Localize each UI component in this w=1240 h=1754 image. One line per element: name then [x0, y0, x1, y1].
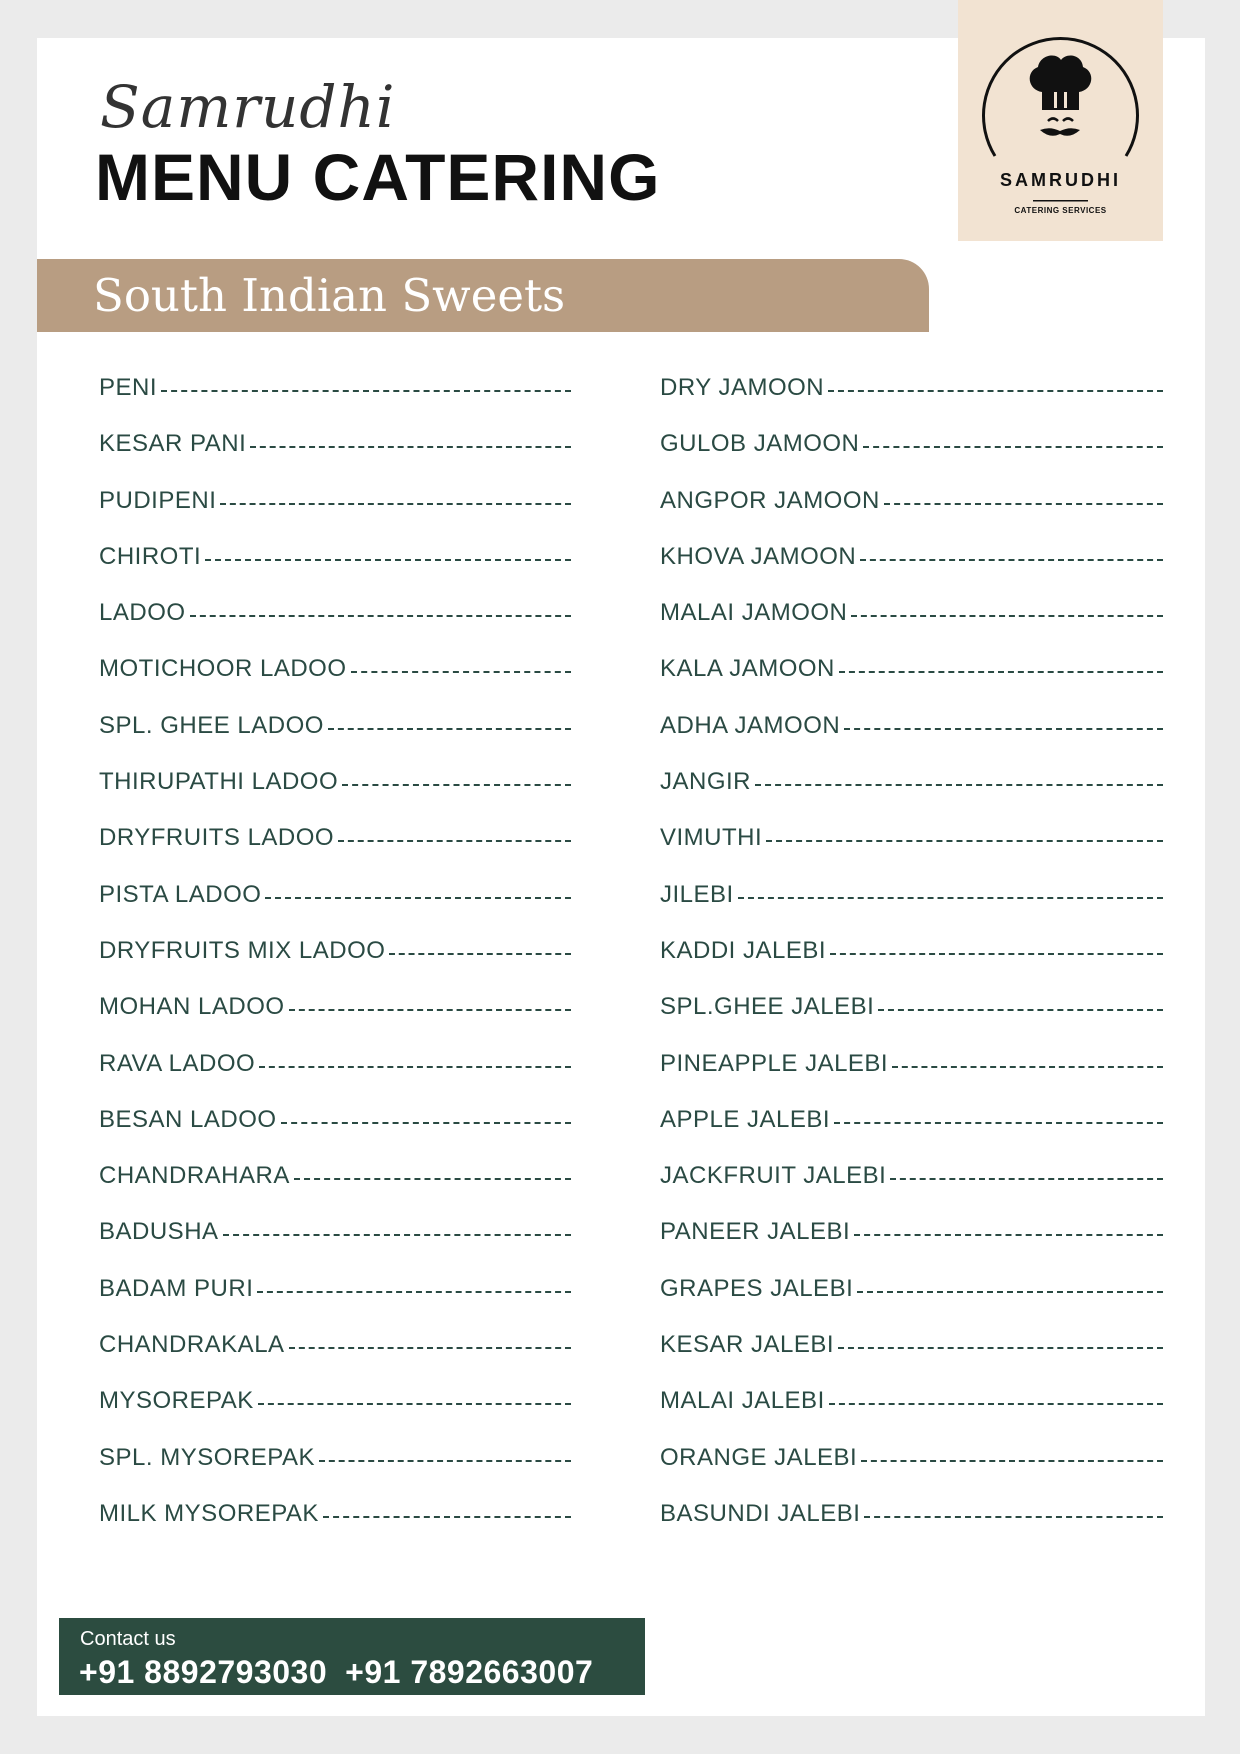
menu-item-name: DRYFRUITS MIX LADOO [99, 936, 386, 964]
menu-item [99, 1500, 571, 1556]
menu-item-name: SPL. GHEE LADOO [99, 711, 324, 739]
dotted-leader [190, 614, 571, 617]
menu-item-name: MILK MYSOREPAK [99, 1499, 319, 1527]
dotted-leader [834, 1121, 1163, 1124]
menu-item [99, 824, 571, 880]
menu-item [660, 599, 1163, 655]
brand-script-name: Samrudhi [100, 73, 396, 141]
dotted-leader [319, 1459, 571, 1462]
menu-item [99, 1050, 571, 1106]
menu-item [99, 374, 571, 430]
menu-item [99, 655, 571, 711]
menu-item [99, 881, 571, 937]
menu-item [99, 993, 571, 1049]
dotted-leader [857, 1290, 1163, 1293]
dotted-leader [844, 727, 1163, 730]
menu-item-name: KALA JAMOON [660, 655, 835, 683]
menu-item-name: ANGPOR JAMOON [660, 486, 880, 514]
menu-item-name: CHANDRAHARA [99, 1162, 290, 1190]
dotted-leader [864, 1515, 1163, 1518]
menu-item-name: MOHAN LADOO [99, 993, 285, 1021]
menu-item-name: VIMUTHI [660, 824, 763, 852]
menu-item-name: APPLE JALEBI [660, 1105, 831, 1133]
menu-item-name: SPL. MYSOREPAK [99, 1443, 315, 1471]
menu-item [99, 1444, 571, 1500]
logo-name: SAMRUDHI [1000, 170, 1121, 190]
contact-label: Contact us [80, 1628, 176, 1650]
menu-item [660, 993, 1163, 1049]
menu-item-name: MALAI JAMOON [660, 599, 848, 627]
menu-item [660, 768, 1163, 824]
menu-item-name: PANEER JALEBI [660, 1218, 851, 1246]
menu-item [660, 487, 1163, 543]
dotted-leader [265, 896, 571, 899]
menu-item-name: MOTICHOOR LADOO [99, 655, 347, 683]
menu-item [660, 1050, 1163, 1106]
section-banner [37, 259, 929, 332]
menu-item-name: KADDI JALEBI [660, 936, 827, 964]
menu-item [660, 1500, 1163, 1556]
dotted-leader [250, 445, 571, 448]
menu-item [99, 768, 571, 824]
dotted-leader [351, 670, 571, 673]
menu-item [99, 430, 571, 486]
menu-item-name: KHOVA JAMOON [660, 542, 857, 570]
menu-item-name: SPL.GHEE JALEBI [660, 993, 875, 1021]
menu-item [99, 1387, 571, 1443]
dotted-leader [828, 389, 1163, 392]
chef-hat-icon [958, 0, 1163, 241]
menu-item-name: JANGIR [660, 768, 752, 796]
dotted-leader [829, 1402, 1163, 1405]
menu-item-name: BADUSHA [99, 1218, 219, 1246]
menu-item [660, 1218, 1163, 1274]
menu-item-name: BASUNDI JALEBI [660, 1499, 861, 1527]
menu-item [660, 1387, 1163, 1443]
menu-item [660, 937, 1163, 993]
dotted-leader [838, 1346, 1163, 1349]
contact-phones [79, 1654, 593, 1691]
menu-item [660, 712, 1163, 768]
dotted-leader [892, 1065, 1163, 1068]
menu-item-name: PISTA LADOO [99, 880, 262, 908]
dotted-leader [294, 1177, 571, 1180]
menu-item [99, 487, 571, 543]
menu-item [99, 1162, 571, 1218]
menu-item-name: PENI [99, 374, 158, 401]
dotted-leader [861, 1459, 1163, 1462]
menu-item [660, 1106, 1163, 1162]
dotted-leader [830, 952, 1163, 955]
menu-item-name: CHANDRAKALA [99, 1331, 285, 1359]
menu-item [660, 655, 1163, 711]
menu-item [99, 599, 571, 655]
brand-logo [958, 0, 1163, 241]
menu-item [660, 1275, 1163, 1331]
menu-item-name: DRY JAMOON [660, 374, 825, 401]
dotted-leader [328, 727, 571, 730]
menu-item-name: KESAR JALEBI [660, 1331, 835, 1359]
menu-item [99, 1331, 571, 1387]
menu-item [660, 430, 1163, 486]
phone-number-1[interactable]: +91 8892793030 [79, 1654, 328, 1690]
menu-item-name: PUDIPENI [99, 486, 217, 514]
dotted-leader [289, 1346, 571, 1349]
phone-number-2[interactable]: +91 7892663007 [345, 1654, 594, 1690]
menu-item-name: ADHA JAMOON [660, 711, 841, 739]
dotted-leader [220, 502, 571, 505]
dotted-leader [878, 1008, 1163, 1011]
dotted-leader [839, 670, 1163, 673]
dotted-leader [205, 558, 571, 561]
menu-item-name: PINEAPPLE JALEBI [660, 1049, 889, 1077]
menu-item [99, 1275, 571, 1331]
dotted-leader [389, 952, 571, 955]
dotted-leader [854, 1233, 1163, 1236]
dotted-leader [890, 1177, 1163, 1180]
menu-item [99, 937, 571, 993]
menu-item [660, 374, 1163, 430]
dotted-leader [342, 783, 571, 786]
menu-item [99, 543, 571, 599]
menu-item-name: RAVA LADOO [99, 1049, 256, 1077]
menu-item-name: GRAPES JALEBI [660, 1274, 854, 1302]
menu-item-name: THIRUPATHI LADOO [99, 768, 339, 796]
menu-item-name: DRYFRUITS LADOO [99, 824, 335, 852]
menu-item [99, 1218, 571, 1274]
menu-item-name: MYSOREPAK [99, 1387, 254, 1415]
menu-item [660, 824, 1163, 880]
dotted-leader [223, 1233, 571, 1236]
dotted-leader [161, 389, 571, 392]
menu-column-right [660, 374, 1163, 1556]
dotted-leader [851, 614, 1163, 617]
dotted-leader [755, 783, 1163, 786]
dotted-leader [323, 1515, 571, 1518]
dotted-leader [884, 502, 1163, 505]
menu-item-name: LADOO [99, 599, 186, 627]
menu-item [99, 712, 571, 768]
menu-item [660, 1331, 1163, 1387]
dotted-leader [860, 558, 1163, 561]
dotted-leader [863, 445, 1163, 448]
menu-item [660, 543, 1163, 599]
menu-item-name: ORANGE JALEBI [660, 1443, 858, 1471]
dotted-leader [289, 1008, 571, 1011]
menu-item-name: JACKFRUIT JALEBI [660, 1162, 887, 1190]
dotted-leader [281, 1121, 571, 1124]
page-title: MENU CATERING [95, 140, 661, 214]
menu-item-name: GULOB JAMOON [660, 430, 860, 458]
menu-item [660, 1162, 1163, 1218]
menu-item-name: MALAI JALEBI [660, 1387, 825, 1415]
menu-item [660, 881, 1163, 937]
menu-item [660, 1444, 1163, 1500]
menu-item-name: KESAR PANI [99, 430, 247, 458]
menu-item-name: JILEBI [660, 880, 734, 908]
dotted-leader [259, 1065, 571, 1068]
logo-subtitle: CATERING SERVICES [1014, 206, 1107, 215]
dotted-leader [738, 896, 1163, 899]
menu-item-name: CHIROTI [99, 542, 202, 570]
dotted-leader [257, 1290, 571, 1293]
dotted-leader [258, 1402, 571, 1405]
menu-column-left [99, 374, 571, 1556]
dotted-leader [766, 839, 1163, 842]
section-title: South Indian Sweets [93, 269, 566, 322]
menu-item-name: BESAN LADOO [99, 1105, 277, 1133]
dotted-leader [338, 839, 571, 842]
contact-box [59, 1618, 645, 1695]
menu-item-name: BADAM PURI [99, 1274, 254, 1302]
menu-item [99, 1106, 571, 1162]
